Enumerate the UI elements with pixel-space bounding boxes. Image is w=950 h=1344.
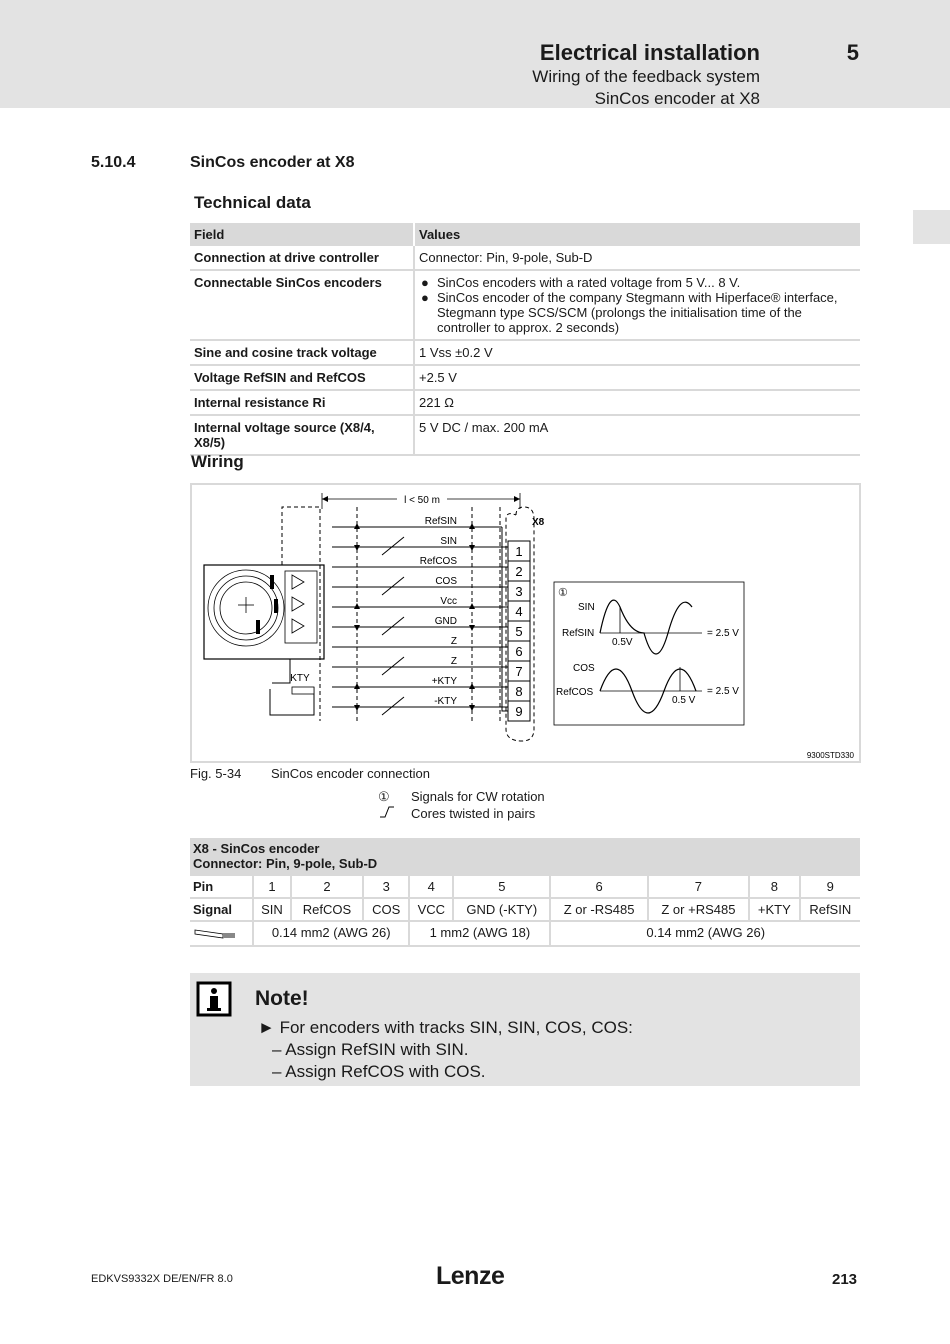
pin-cell: 2 bbox=[291, 875, 363, 898]
sig-label: +KTY bbox=[431, 676, 457, 687]
wiring-heading: Wiring bbox=[191, 452, 244, 471]
pin-cell: 1 bbox=[253, 875, 291, 898]
twisted-pair-icon bbox=[378, 805, 411, 823]
pin-number: 3 bbox=[515, 584, 523, 599]
sig-label: RefCOS bbox=[419, 556, 457, 567]
page-header bbox=[0, 0, 950, 108]
pin-cell: 8 bbox=[749, 875, 799, 898]
info-icon bbox=[196, 981, 232, 1017]
figure-caption bbox=[190, 766, 430, 781]
pin-cell: 9 bbox=[800, 875, 860, 898]
signal-label: Signal bbox=[190, 898, 253, 921]
lenze-logo: Lenze bbox=[436, 1262, 505, 1290]
signal-row bbox=[190, 898, 860, 921]
bullet-1: SinCos encoders with a rated voltage from 5 V... 8 V. bbox=[437, 275, 741, 290]
field-cell: Voltage RefSIN and RefCOS bbox=[190, 365, 414, 390]
table-row bbox=[190, 365, 860, 390]
legend-text: Signals for CW rotation bbox=[411, 789, 545, 804]
note-line-2: – Assign RefSIN with SIN. bbox=[272, 1040, 469, 1059]
col-field: Field bbox=[190, 223, 414, 246]
pin-cell: 3 bbox=[363, 875, 409, 898]
legend-text: Cores twisted in pairs bbox=[411, 806, 536, 821]
table-row bbox=[190, 340, 860, 365]
note-title: Note! bbox=[255, 987, 309, 1010]
field-cell: Connection at drive controller bbox=[190, 246, 414, 270]
signal-cell: RefCOS bbox=[291, 898, 363, 921]
inset-amp: 0.5V bbox=[612, 637, 633, 648]
pin-cell: 4 bbox=[409, 875, 453, 898]
technical-data-table bbox=[190, 223, 860, 456]
value-cell: 5 V DC / max. 200 mA bbox=[414, 415, 860, 455]
legend-symbol: ① bbox=[378, 789, 390, 804]
signal-cell: SIN bbox=[253, 898, 291, 921]
value-cell: ● SinCos encoders with a rated voltage from 5 V... 8 V. ● SinCos encoder of the company Stegmann with Hiperface® interface, Stegmann type SCS/SCM (prolongs the initialisation time of the controller to approx. 2 seconds) bbox=[414, 270, 860, 340]
table-row bbox=[190, 390, 860, 415]
table-row bbox=[190, 246, 860, 270]
pin-number: 6 bbox=[515, 644, 523, 659]
cable-spec: 0.14 mm2 (AWG 26) bbox=[253, 921, 409, 946]
length-label: l < 50 m bbox=[404, 495, 440, 506]
pin-number: 5 bbox=[515, 624, 523, 639]
technical-data-heading: Technical data bbox=[194, 193, 311, 212]
sig-label: COS bbox=[435, 576, 457, 587]
field-cell: Sine and cosine track voltage bbox=[190, 340, 414, 365]
sig-label: RefSIN bbox=[424, 516, 457, 527]
wiring-svg bbox=[192, 485, 859, 761]
side-tab bbox=[913, 210, 950, 244]
wiring-diagram bbox=[190, 483, 861, 763]
doc-id: EDKVS9332X DE/EN/FR 8.0 bbox=[91, 1273, 233, 1285]
sig-label: SIN bbox=[440, 536, 457, 547]
field-cell: Internal resistance Ri bbox=[190, 390, 414, 415]
table-row bbox=[190, 270, 860, 340]
sig-label: Vcc bbox=[440, 596, 457, 607]
figure-legend bbox=[378, 788, 545, 823]
sig-label: GND bbox=[434, 616, 457, 627]
sig-label: Z bbox=[450, 656, 457, 667]
cable-spec: 0.14 mm2 (AWG 26) bbox=[550, 921, 860, 946]
chapter-number: 5 bbox=[846, 40, 859, 65]
connector-label: X8 bbox=[532, 517, 545, 528]
inset-level: = 2.5 V bbox=[707, 686, 739, 697]
sig-label: -KTY bbox=[434, 696, 457, 707]
kty-label: KTY bbox=[290, 673, 310, 684]
pin-number: 4 bbox=[515, 604, 523, 619]
col-values: Values bbox=[414, 223, 860, 246]
field-cell: Internal voltage source (X8/4, X8/5) bbox=[190, 415, 414, 455]
signal-cell: RefSIN bbox=[800, 898, 860, 921]
pin-table-title bbox=[190, 838, 860, 875]
pin-table-title-2: Connector: Pin, 9-pole, Sub-D bbox=[193, 856, 378, 871]
subtitle-2: SinCos encoder at X8 bbox=[594, 89, 760, 108]
inset-level: = 2.5 V bbox=[707, 628, 739, 639]
inset-refcos: RefCOS bbox=[556, 687, 594, 698]
sig-label: Z bbox=[450, 636, 457, 647]
value-cell: 221 Ω bbox=[414, 390, 860, 415]
note-line-3: – Assign RefCOS with COS. bbox=[272, 1062, 486, 1081]
section-number: 5.10.4 bbox=[91, 154, 136, 171]
signal-cell: VCC bbox=[409, 898, 453, 921]
inset-marker: ① bbox=[558, 587, 568, 599]
signal-cell: COS bbox=[363, 898, 409, 921]
figure-label: Fig. 5-34 bbox=[190, 766, 242, 781]
signal-cell: +KTY bbox=[749, 898, 799, 921]
note-line-1: ► For encoders with tracks SIN, SIN, COS, COS: bbox=[258, 1018, 633, 1037]
chapter-title: Electrical installation bbox=[539, 40, 760, 65]
value-cell: Connector: Pin, 9-pole, Sub-D bbox=[414, 246, 860, 270]
inset-cos: COS bbox=[573, 663, 595, 674]
page-number: 213 bbox=[832, 1271, 858, 1288]
pin-number: 7 bbox=[515, 664, 523, 679]
value-cell: 1 Vss ±0.2 V bbox=[414, 340, 860, 365]
inset-sin: SIN bbox=[578, 602, 595, 613]
pin-assignment-table bbox=[190, 838, 860, 947]
pin-cell: 7 bbox=[648, 875, 749, 898]
field-cell: Connectable SinCos encoders bbox=[190, 270, 414, 340]
pin-row bbox=[190, 875, 860, 898]
pin-number: 9 bbox=[515, 704, 523, 719]
cable-row bbox=[190, 921, 860, 946]
inset-amp2: 0.5 V bbox=[672, 695, 696, 706]
pin-table-title-1: X8 - SinCos encoder bbox=[193, 841, 320, 856]
pin-number: 1 bbox=[515, 544, 523, 559]
signal-cell: GND (-KTY) bbox=[453, 898, 550, 921]
signal-cell: Z or -RS485 bbox=[550, 898, 647, 921]
cable-icon bbox=[190, 921, 253, 946]
pin-label: Pin bbox=[190, 875, 253, 898]
figure-title: SinCos encoder connection bbox=[271, 766, 430, 781]
bullet-2: SinCos encoder of the company Stegmann with Hiperface® interface, Stegmann type SCS/SCM (prolongs the initialisation time of the controller to approx. 2 seconds) bbox=[437, 290, 838, 335]
note-box bbox=[190, 973, 860, 1086]
subtitle-1: Wiring of the feedback system bbox=[532, 67, 760, 86]
cable-spec: 1 mm2 (AWG 18) bbox=[409, 921, 550, 946]
note-line-1-text: For encoders with tracks SIN, SIN, COS, COS: bbox=[279, 1018, 633, 1037]
pin-cell: 5 bbox=[453, 875, 550, 898]
figure-id: 9300STD330 bbox=[806, 751, 854, 760]
inset-refsin: RefSIN bbox=[562, 628, 595, 639]
section-title: SinCos encoder at X8 bbox=[190, 154, 355, 171]
pin-number: 2 bbox=[515, 564, 523, 579]
pin-number: 8 bbox=[515, 684, 523, 699]
value-cell: +2.5 V bbox=[414, 365, 860, 390]
signal-cell: Z or +RS485 bbox=[648, 898, 749, 921]
table-row bbox=[190, 415, 860, 455]
pin-cell: 6 bbox=[550, 875, 647, 898]
